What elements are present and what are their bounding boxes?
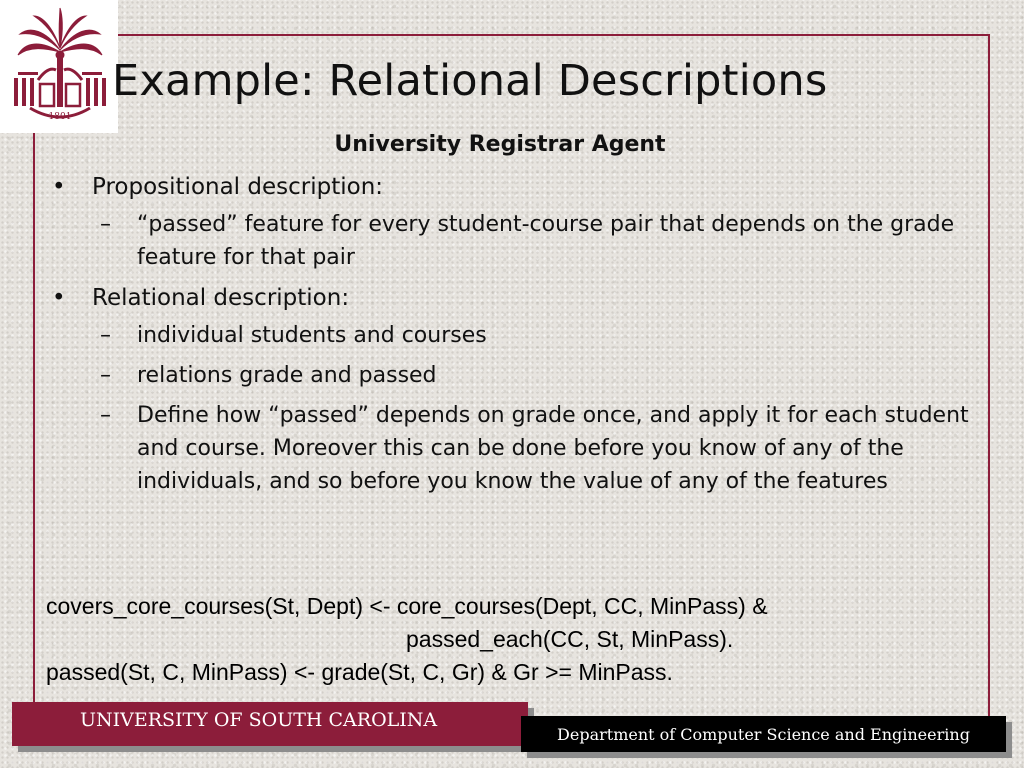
dash-icon: – <box>100 212 111 237</box>
bullet-text: Relational description: <box>92 285 350 311</box>
usc-palmetto-seal-icon <box>0 0 118 133</box>
sub-bullet <box>52 399 982 498</box>
slide-title: Example: Relational Descriptions <box>112 56 828 106</box>
sub-bullet-text: relations grade and passed <box>137 363 437 388</box>
bullet-list <box>52 170 982 505</box>
dash-icon: – <box>100 323 111 348</box>
university-banner: UNIVERSITY OF SOUTH CAROLINA <box>12 702 528 746</box>
dash-icon: – <box>100 403 111 428</box>
sub-bullet-text: “passed” feature for every student-course pair that depends on the grade feature for that pair <box>137 212 955 270</box>
seal-year: 1801 <box>48 112 72 122</box>
bullet-propositional <box>52 170 982 204</box>
slide-subtitle: University Registrar Agent <box>334 132 666 157</box>
bullet-dot-icon: • <box>52 285 66 311</box>
code-line: passed_each(CC, St, MinPass). <box>406 626 734 652</box>
sub-bullet <box>52 208 982 274</box>
sub-bullet <box>52 359 982 392</box>
department-banner: Department of Computer Science and Engineering <box>521 716 1006 752</box>
code-block <box>46 590 946 689</box>
sub-bullet-text: individual students and courses <box>137 323 487 348</box>
bullet-relational <box>52 281 982 315</box>
bullet-text: Propositional description: <box>92 174 384 200</box>
sub-bullet <box>52 319 982 352</box>
bullet-dot-icon: • <box>52 174 66 200</box>
code-line: passed(St, C, MinPass) <- grade(St, C, Gr) & Gr >= MinPass. <box>46 659 673 685</box>
code-line: covers_core_courses(St, Dept) <- core_courses(Dept, CC, MinPass) & <box>46 593 768 619</box>
sub-bullet-text: Define how “passed” depends on grade once, and apply it for each student and course. Moreover this can be done before you know of any of the individuals, and so before you know the value of any of the features <box>137 403 969 494</box>
dash-icon: – <box>100 363 111 388</box>
